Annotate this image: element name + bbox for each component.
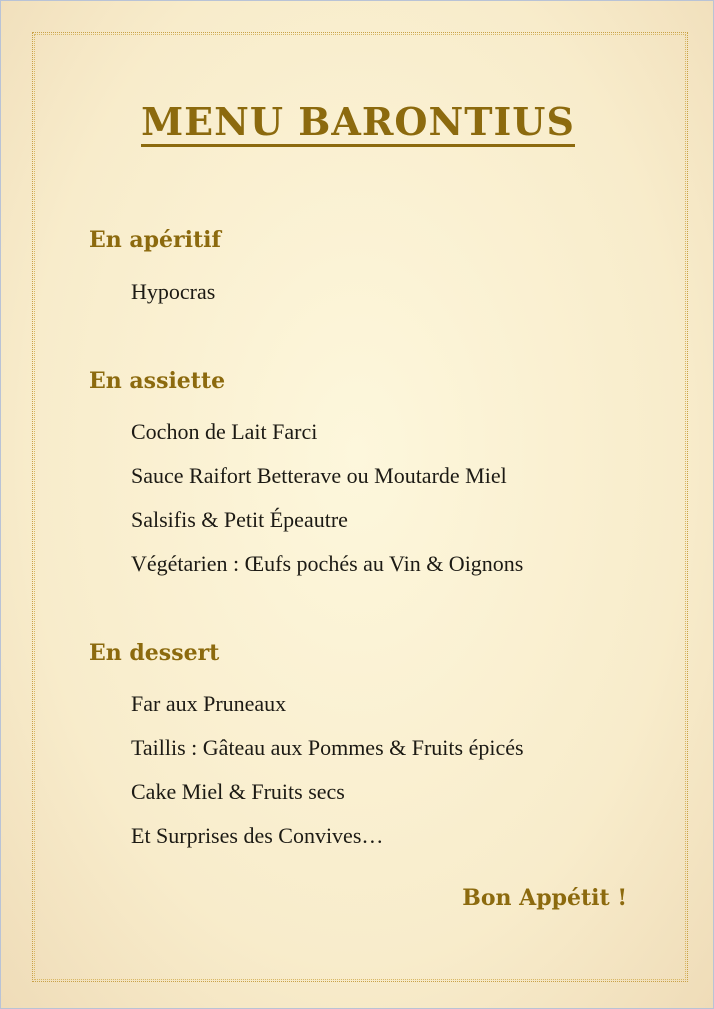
menu-item: Et Surprises des Convives… bbox=[131, 823, 384, 848]
menu-item: Far aux Pruneaux bbox=[131, 691, 287, 716]
menu-item: Taillis : Gâteau aux Pommes & Fruits épicés bbox=[131, 735, 524, 760]
closing-text: Bon Appétit ! bbox=[462, 885, 627, 911]
menu-item: Hypocras bbox=[131, 279, 216, 304]
menu-title bbox=[1, 99, 714, 144]
menu-item: Cochon de Lait Farci bbox=[131, 419, 318, 444]
menu-item: Végétarien : Œufs pochés au Vin & Oignons bbox=[131, 551, 524, 576]
menu-item: Cake Miel & Fruits secs bbox=[131, 779, 345, 804]
section-title-dessert: En dessert bbox=[89, 640, 220, 666]
section-title-assiette: En assiette bbox=[89, 368, 226, 394]
menu-item: Salsifis & Petit Épeautre bbox=[131, 507, 348, 532]
menu-title-text: MENU BARONTIUS bbox=[141, 99, 575, 147]
section-title-aperitif: En apéritif bbox=[89, 227, 221, 253]
menu-item: Sauce Raifort Betterave ou Moutarde Miel bbox=[131, 463, 507, 488]
